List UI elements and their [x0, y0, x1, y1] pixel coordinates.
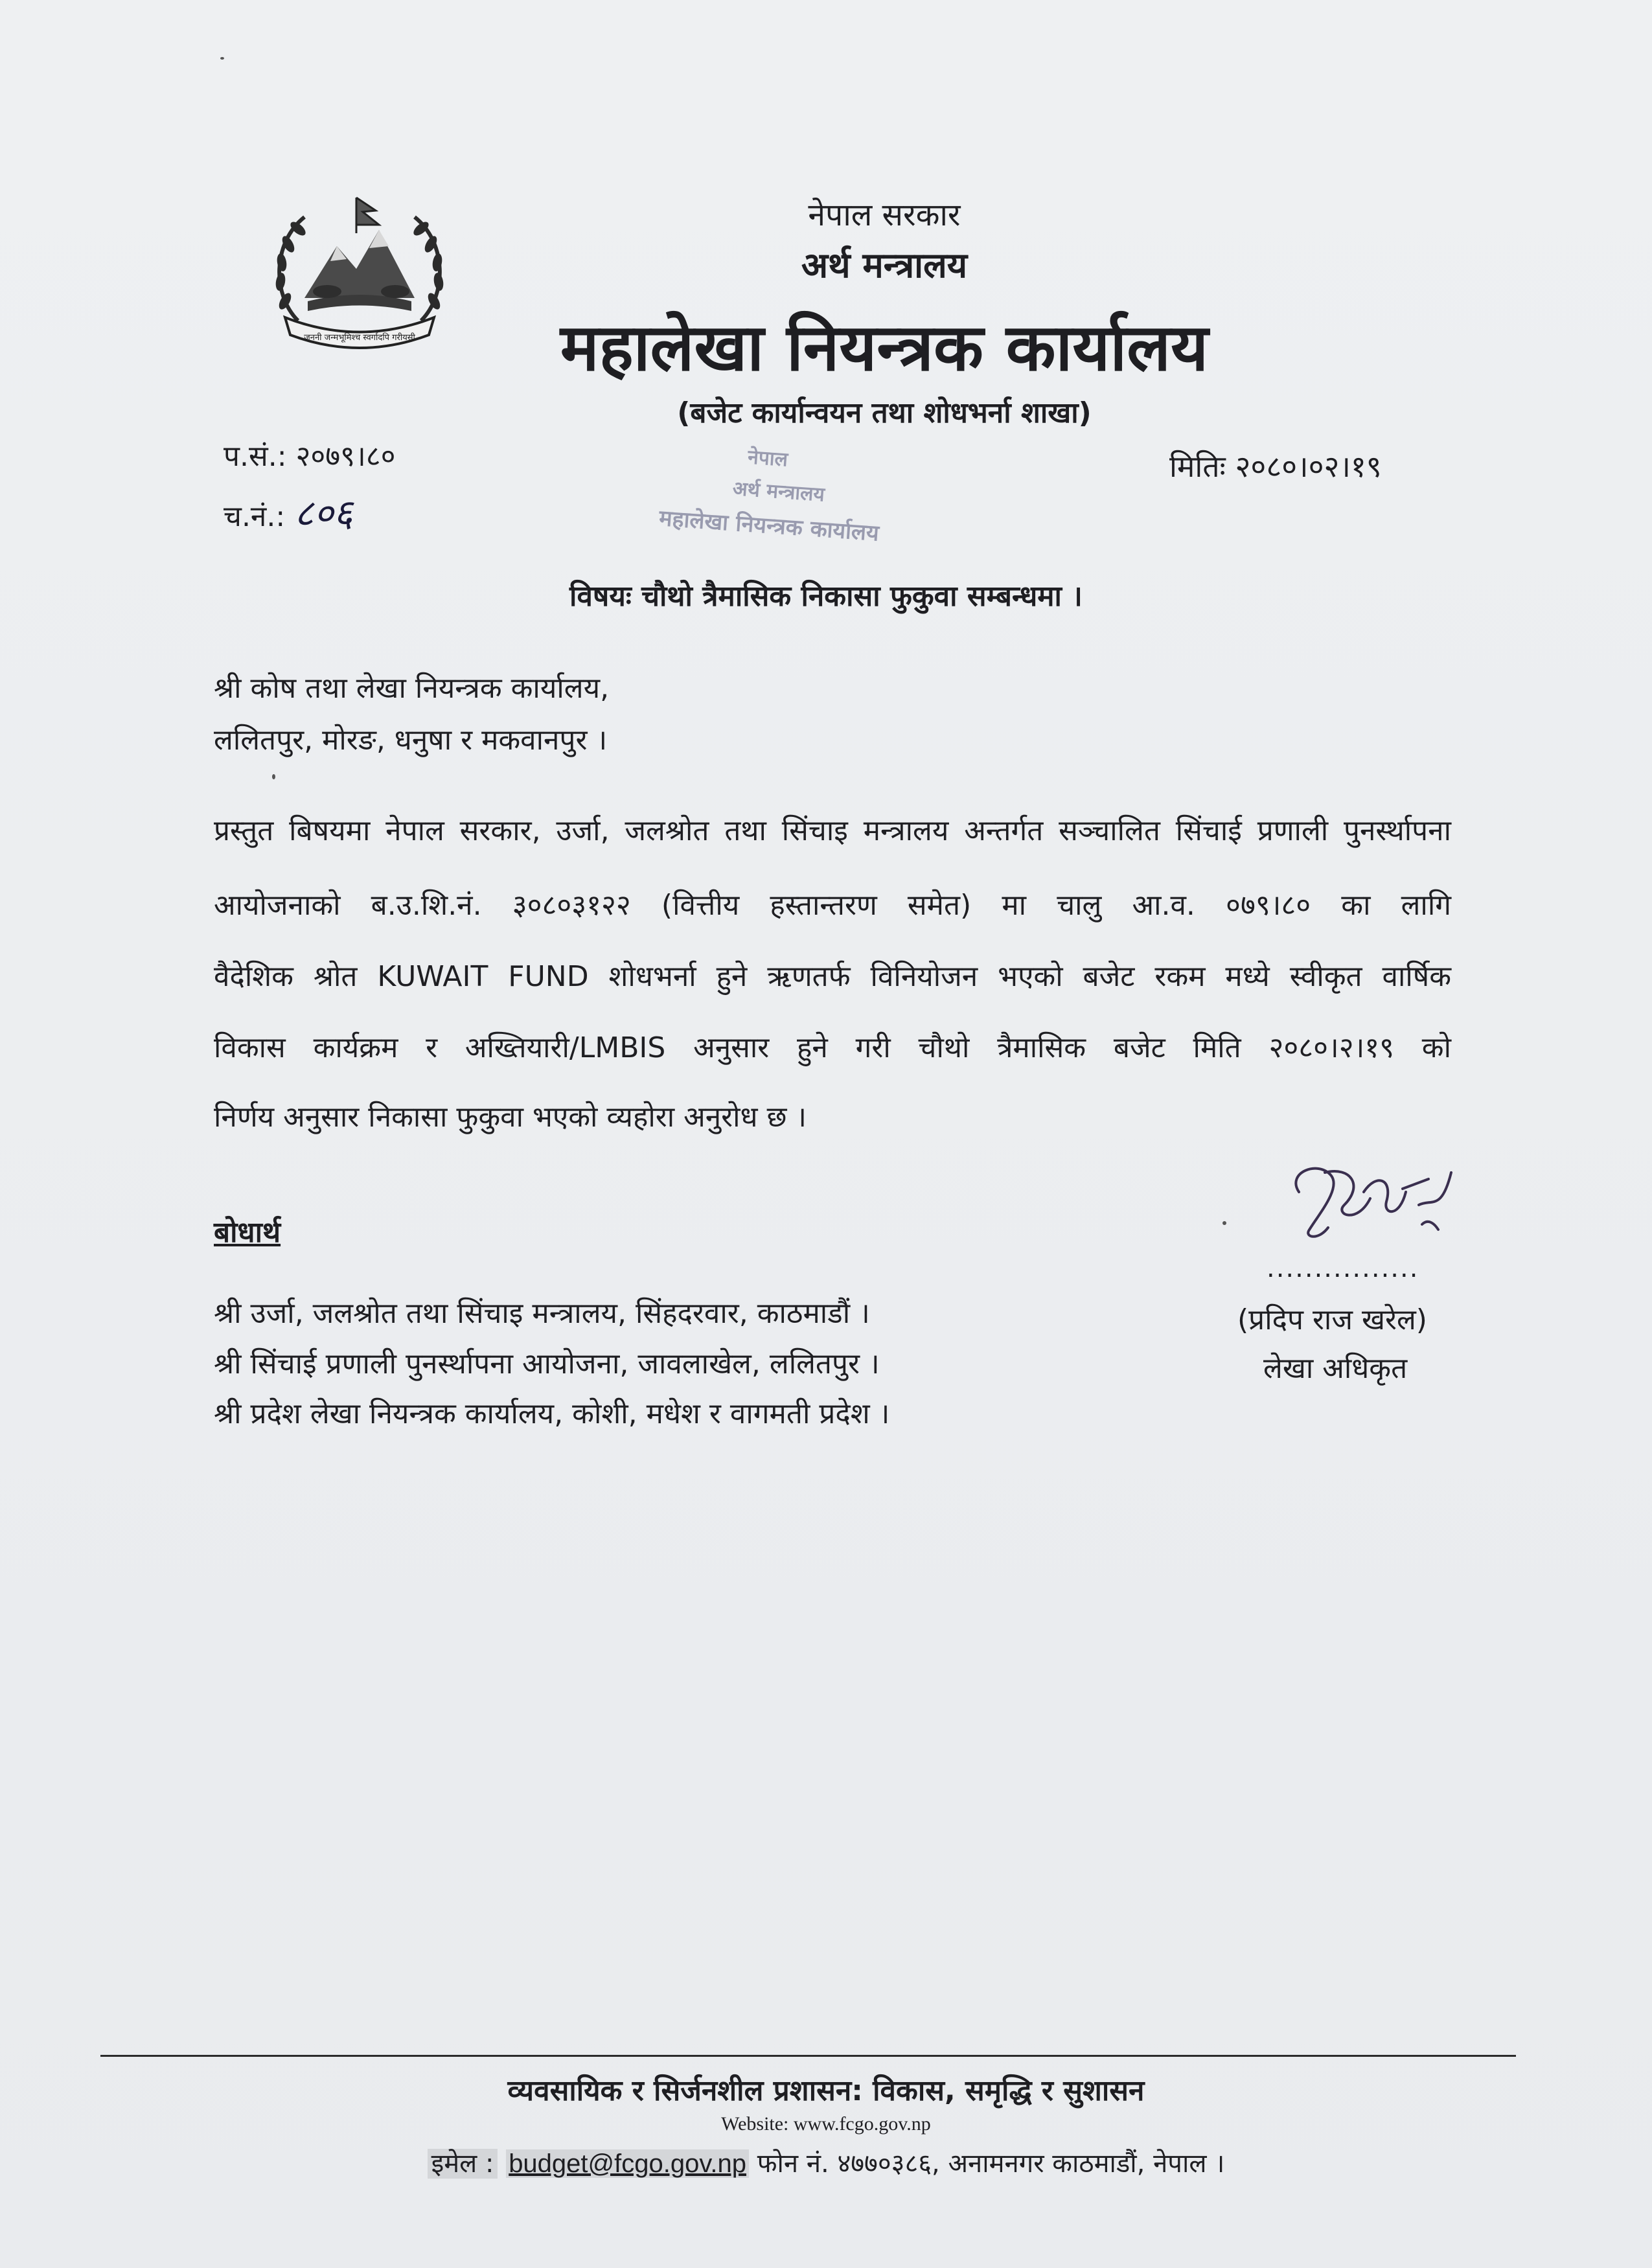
email-link[interactable]: budget@fcgo.gov.np [506, 2149, 749, 2178]
emblem-motto: जननी जन्मभूमिश्च स्वर्गादपि गरीयसी [304, 333, 415, 343]
stamp-line2: अर्थ मन्त्रालय [731, 477, 826, 507]
footer-website: Website: www.fcgo.gov.np [721, 2113, 931, 2135]
signatory-title: लेखा अधिकृत [1263, 1352, 1408, 1385]
addressee-line-1: श्री कोष तथा लेखा नियन्त्रक कार्यालय, [214, 672, 610, 705]
ref-ps-label: प.सं.: [224, 440, 287, 473]
branch-name: (बजेट कार्यान्वयन तथा शोधभर्ना शाखा) [677, 396, 1092, 430]
scan-speck [272, 774, 275, 779]
ref-cn-value: ८०६ [294, 491, 353, 535]
ref-cn-label: च.नं.: [224, 500, 286, 533]
phone-address: फोन नं. ४७७०३८६, अनामनगर काठमाडौं, नेपाल । [757, 2149, 1225, 2179]
letter-subject: विषयः चौथो त्रैमासिक निकासा फुकुवा सम्बन्धमा । [569, 580, 1083, 613]
email-label: इमेल : [428, 2149, 498, 2179]
office-stamp [648, 415, 933, 583]
signatory-name: (प्रदिप राज खरेल) [1237, 1303, 1427, 1336]
handwritten-signature [1273, 1153, 1467, 1250]
body-line-4: विकास कार्यक्रम र अख्तियारी/LMBIS अनुसार हुने गरी चौथो त्रैमासिक बजेट मिति २०८०।२।१९ को [214, 1031, 1451, 1064]
date-value: २०८०।०२।१९ [1235, 449, 1382, 484]
ref-ps-line [224, 435, 396, 474]
footer-divider [100, 2055, 1516, 2057]
signature-dots: ................ [1267, 1254, 1419, 1283]
body-line-3: वैदेशिक श्रोत KUWAIT FUND शोधभर्ना हुने ऋणतर्फ विनियोजन भएको बजेट रकम मध्ये स्वीकृत वार्षिक [214, 960, 1451, 993]
cc-item: श्री उर्जा, जलश्रोत तथा सिंचाइ मन्त्रालय, सिंहदरवार, काठमाडौं । [214, 1297, 870, 1330]
scan-speck [220, 57, 224, 60]
date-line [1169, 446, 1382, 486]
scan-speck [1222, 1221, 1226, 1225]
stamp-line3: महालेखा नियन्त्रक कार्यालय [658, 505, 880, 547]
date-label: मितिः [1169, 449, 1226, 484]
office-name: महालेखा नियन्त्रक कार्यालय [560, 310, 1209, 385]
stamp-line1: नेपाल [747, 446, 789, 472]
cc-item: श्री सिंचाई प्रणाली पुनर्स्थापना आयोजना, जावलाखेल, ललितपुर । [214, 1347, 880, 1380]
body-line-2: आयोजनाको ब.उ.शि.नं. ३०८०३१२२ (वित्तीय हस्तान्तरण समेत) मा चालु आ.व. ०७९।८० का लागि [214, 889, 1451, 922]
government-name: नेपाल सरकार [808, 197, 961, 233]
ref-ps-value: २०७९।८० [295, 440, 396, 473]
body-line-5: निर्णय अनुसार निकासा फुकुवा भएको व्यहोरा अनुरोध छ । [214, 1101, 807, 1134]
footer-motto: व्यवसायिक र सिर्जनशील प्रशासन: विकास, समृद्धि र सुशासन [507, 2074, 1145, 2107]
cc-item: श्री प्रदेश लेखा नियन्त्रक कार्यालय, कोशी, मधेश र वागमती प्रदेश । [214, 1397, 890, 1430]
footer-contact [0, 2144, 1652, 2180]
ministry-name: अर्थ मन्त्रालय [801, 245, 968, 286]
cc-heading: बोधार्थ [214, 1216, 281, 1249]
body-line-1: प्रस्तुत बिषयमा नेपाल सरकार, उर्जा, जलश्रोत तथा सिंचाइ मन्त्रालय अन्तर्गत सञ्चालित सिंचाई प्रणाली पुनर्स्थापना [214, 814, 1451, 847]
ref-cn-line [224, 486, 353, 537]
addressee-line-2: ललितपुर, मोरङ, धनुषा र मकवानपुर । [214, 724, 608, 757]
